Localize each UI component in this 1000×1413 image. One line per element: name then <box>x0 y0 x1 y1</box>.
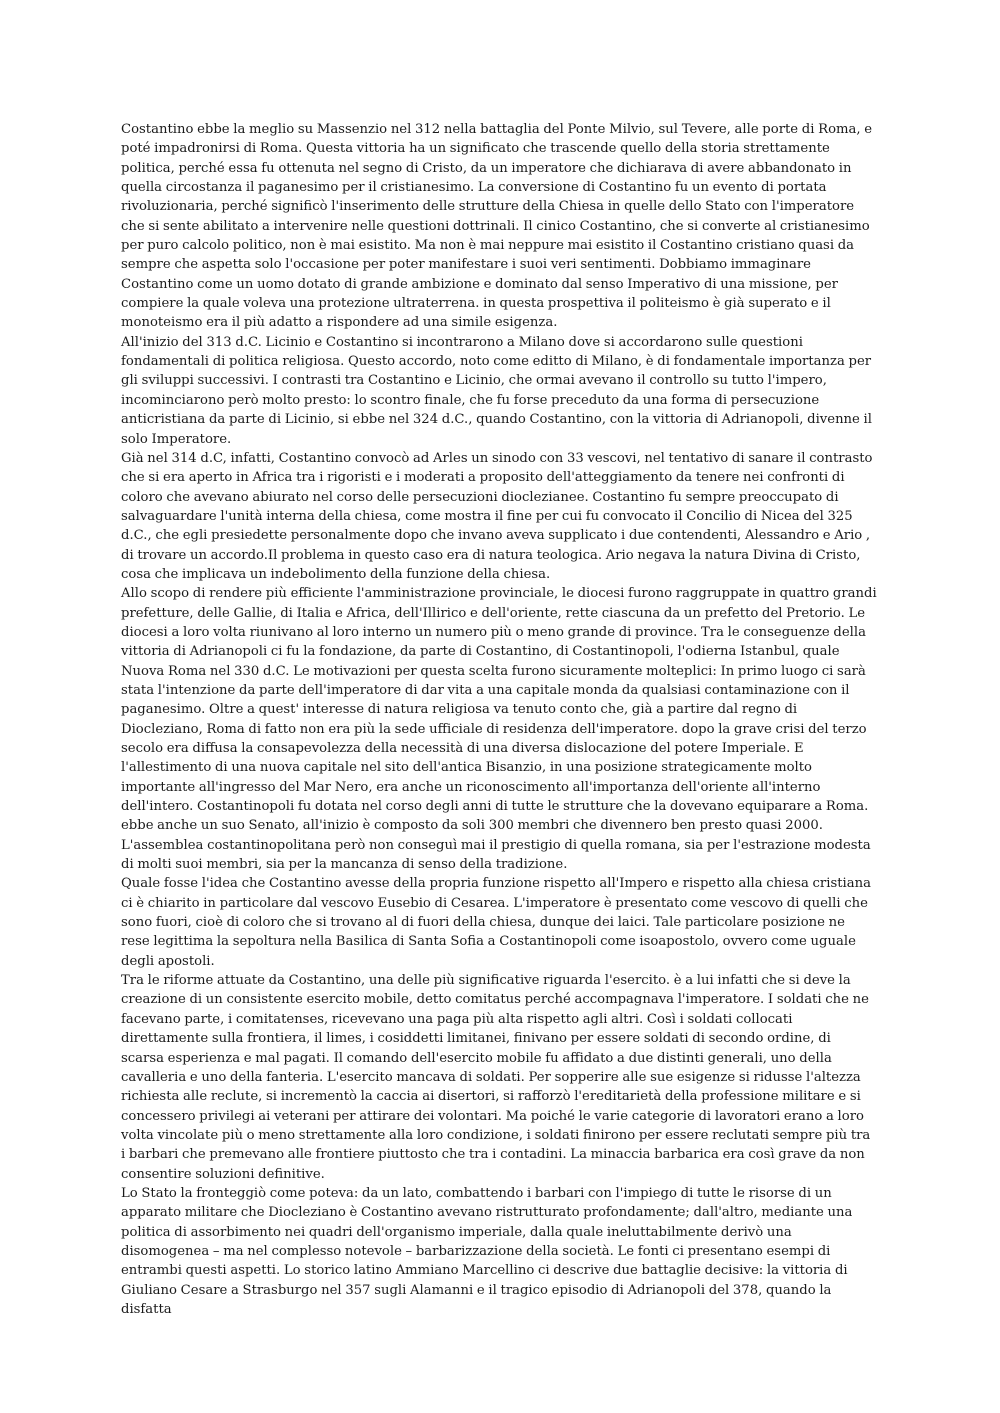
paragraph-councils-arles-nicaea: Già nel 314 d.C, infatti, Costantino convocò ad Arles un sinodo con 33 vescovi, nel tentativo di sanare il contrasto che si era aperto in Africa tra i rigoristi e i moderati a proposito dell'atteggiamento da tenere nei confronti di coloro che avevano abiurato nel corso delle persecuzioni dioclezianee. Costantino fu sempre preoccupato di salvaguardare l'unità interna della chiesa, come mostra il fine per cui fu convocato il Concilio di Nicea del 325 d.C., che egli presiedette personalmente dopo che invano aveva supplicato i due contendenti, Alessandro e Ario , di trovare un accordo.Il problema in questo caso era di natura teologica. Ario negava la natura Divina di Cristo, cosa che implicava un indebolimento della funzione della chiesa. <box>121 450 873 582</box>
paragraph-battle-milvian-bridge: Costantino ebbe la meglio su Massenzio nel 312 nella battaglia del Ponte Milvio, sul Tevere, alle porte di Roma, e poté impadronirsi di Roma. Questa vittoria ha un significato che trascende quello della storia strettamente politica, perché essa fu ottenuta nel segno di Cristo, da un imperatore che dichiarava di avere abbandonato in quella circostanza il paganesimo per il cristianesimo. La conversione di Costantino fu un evento di portata rivoluzionaria, perché significò l'inserimento delle strutture della Chiesa in quelle dello Stato con l'imperatore che si sente abilitato a intervenire nelle questioni dottrinali. Il cinico Costantino, che si converte al cristianesimo per puro calcolo politico, non è mai esistito. Ma non è mai neppure mai esistito il Costantino cristiano quasi da sempre che aspetta solo l'occasione per poter manifestare i suoi veri sentimenti. Dobbiamo immaginare Costantino come un uomo dotato di grande ambizione e dominato dal senso Imperativo di una missione, per compiere la quale voleva una protezione ultraterrena. in questa prospettiva il politeismo è già superato e il monoteismo era il più adatto a rispondere ad una simile esigenza. <box>121 122 873 331</box>
paragraph-eusebius-role: Quale fosse l'idea che Costantino avesse della propria funzione rispetto all'Impero e rispetto alla chiesa cristiana ci è chiarito in particolare dal vescovo Eusebio di Cesarea. L'imperatore è presentato come vescovo di quelli che sono fuori, cioè di coloro che si trovano al di fuori della chiesa, dunque dei laici. Tale particolare posizione ne rese legittima la sepoltura nella Basilica di Santa Sofia a Costantinopoli come isoapostolo, ovvero come uguale degli apostoli. <box>121 876 871 969</box>
document-page <box>121 120 877 1319</box>
paragraph-constantinople-founding: Allo scopo di rendere più efficiente l'amministrazione provinciale, le diocesi furono raggruppate in quattro grandi prefetture, delle Gallie, di Italia e Africa, dell'Illirico e dell'oriente, rette ciascuna da un prefetto del Pretorio. Le diocesi a loro volta riunivano al loro interno un numero più o meno grande di province. Tra le conseguenze della vittoria di Adrianopoli ci fu la fondazione, da parte di Costantino, di Costantinopoli, l'odierna Istanbul, quale Nuova Roma nel 330 d.C. Le motivazioni per questa scelta furono sicuramente molteplici: In primo luogo ci sarà stata l'intenzione da parte dell'imperatore di dar vita a una capitale monda da qualsiasi contaminazione con il paganesimo. Oltre a quest' interesse di natura religiosa va tenuto conto che, già a partire dal regno di Diocleziano, Roma di fatto non era più la sede ufficiale di residenza dell'imperatore. dopo la grave crisi del terzo secolo era diffusa la consapevolezza della necessità di una diversa dislocazione del potere Imperiale. E l'allestimento di una nuova capitale nel sito dell'antica Bisanzio, in una posizione strategicamente molto importante all'ingresso del Mar Nero, era anche un riconoscimento all'importanza dell'oriente all'interno dell'intero. Costantinopoli fu dotata nel corso degli anni di tutte le strutture che la dovevano equiparare a Roma. ebbe anche un suo Senato, all'inizio è composto da soli 300 membri che divennero ben presto quasi 2000. L'assemblea costantinopolitana però non conseguì mai il prestigio di quella romana, sia per l'estrazione modesta di molti suoi membri, sia per la mancanza di senso della tradizione. <box>121 586 877 873</box>
paragraph-edict-of-milan: All'inizio del 313 d.C. Licinio e Costantino si incontrarono a Milano dove si accordarono sulle questioni fondamentali di politica religiosa. Questo accordo, noto come editto di Milano, è di fondamentale importanza per gli sviluppi successivi. I contrasti tra Costantino e Licinio, che ormai avevano il controllo su tutto l'impero, incominciarono però molto presto: lo scontro finale, che fu forse preceduto da una forma di persecuzione anticristiana da parte di Licinio, si ebbe nel 324 d.C., quando Costantino, con la vittoria di Adrianopoli, divenne il solo Imperatore. <box>121 334 872 447</box>
paragraph-army-reforms: Tra le riforme attuate da Costantino, una delle più significative riguarda l'esercito. è a lui infatti che si deve la creazione di un consistente esercito mobile, detto comitatus perché accompagnava l'imperatore. I soldati che ne facevano parte, i comitatenses, ricevevano una paga più alta rispetto agli altri. Così i soldati collocati direttamente sulla frontiera, il limes, i cosiddetti limitanei, finivano per essere soldati di secondo ordine, di scarsa esperienza e mal pagati. Il comando dell'esercito mobile fu affidato a due distinti generali, uno della cavalleria e uno della fanteria. L'esercito mancava di soldati. Per sopperire alle sue esigenze si ridusse l'altezza richiesta alle reclute, si incrementò la caccia ai disertori, si rafforzò l'ereditarietà della professione militare e si concessero privilegi ai veterani per attirare dei volontari. Ma poiché le varie categorie di lavoratori erano a loro volta vincolate più o meno strettamente alla loro condizione, i soldati finirono per essere reclutati sempre più tra i barbari che premevano alle frontiere piuttosto che tra i contadini. La minaccia barbarica era così grave da non consentire soluzioni definitive. <box>121 973 871 1182</box>
paragraph-barbarization: Lo Stato la fronteggiò come poteva: da un lato, combattendo i barbari con l'impiego di tutte le risorse di un apparato militare che Diocleziano è Costantino avevano ristrutturato profondamente; dall'altro, mediante una politica di assorbimento nei quadri dell'organismo imperiale, dalla quale ineluttabilmente derivò una disomogenea – ma nel complesso notevole – barbarizzazione della società. Le fonti ci presentano esempi di entrambi questi aspetti. Lo storico latino Ammiano Marcellino ci descrive due battaglie decisive: la vittoria di Giuliano Cesare a Strasburgo nel 357 sugli Alamanni e il tragico episodio di Adrianopoli del 378, quando la disfatta <box>121 1185 853 1317</box>
